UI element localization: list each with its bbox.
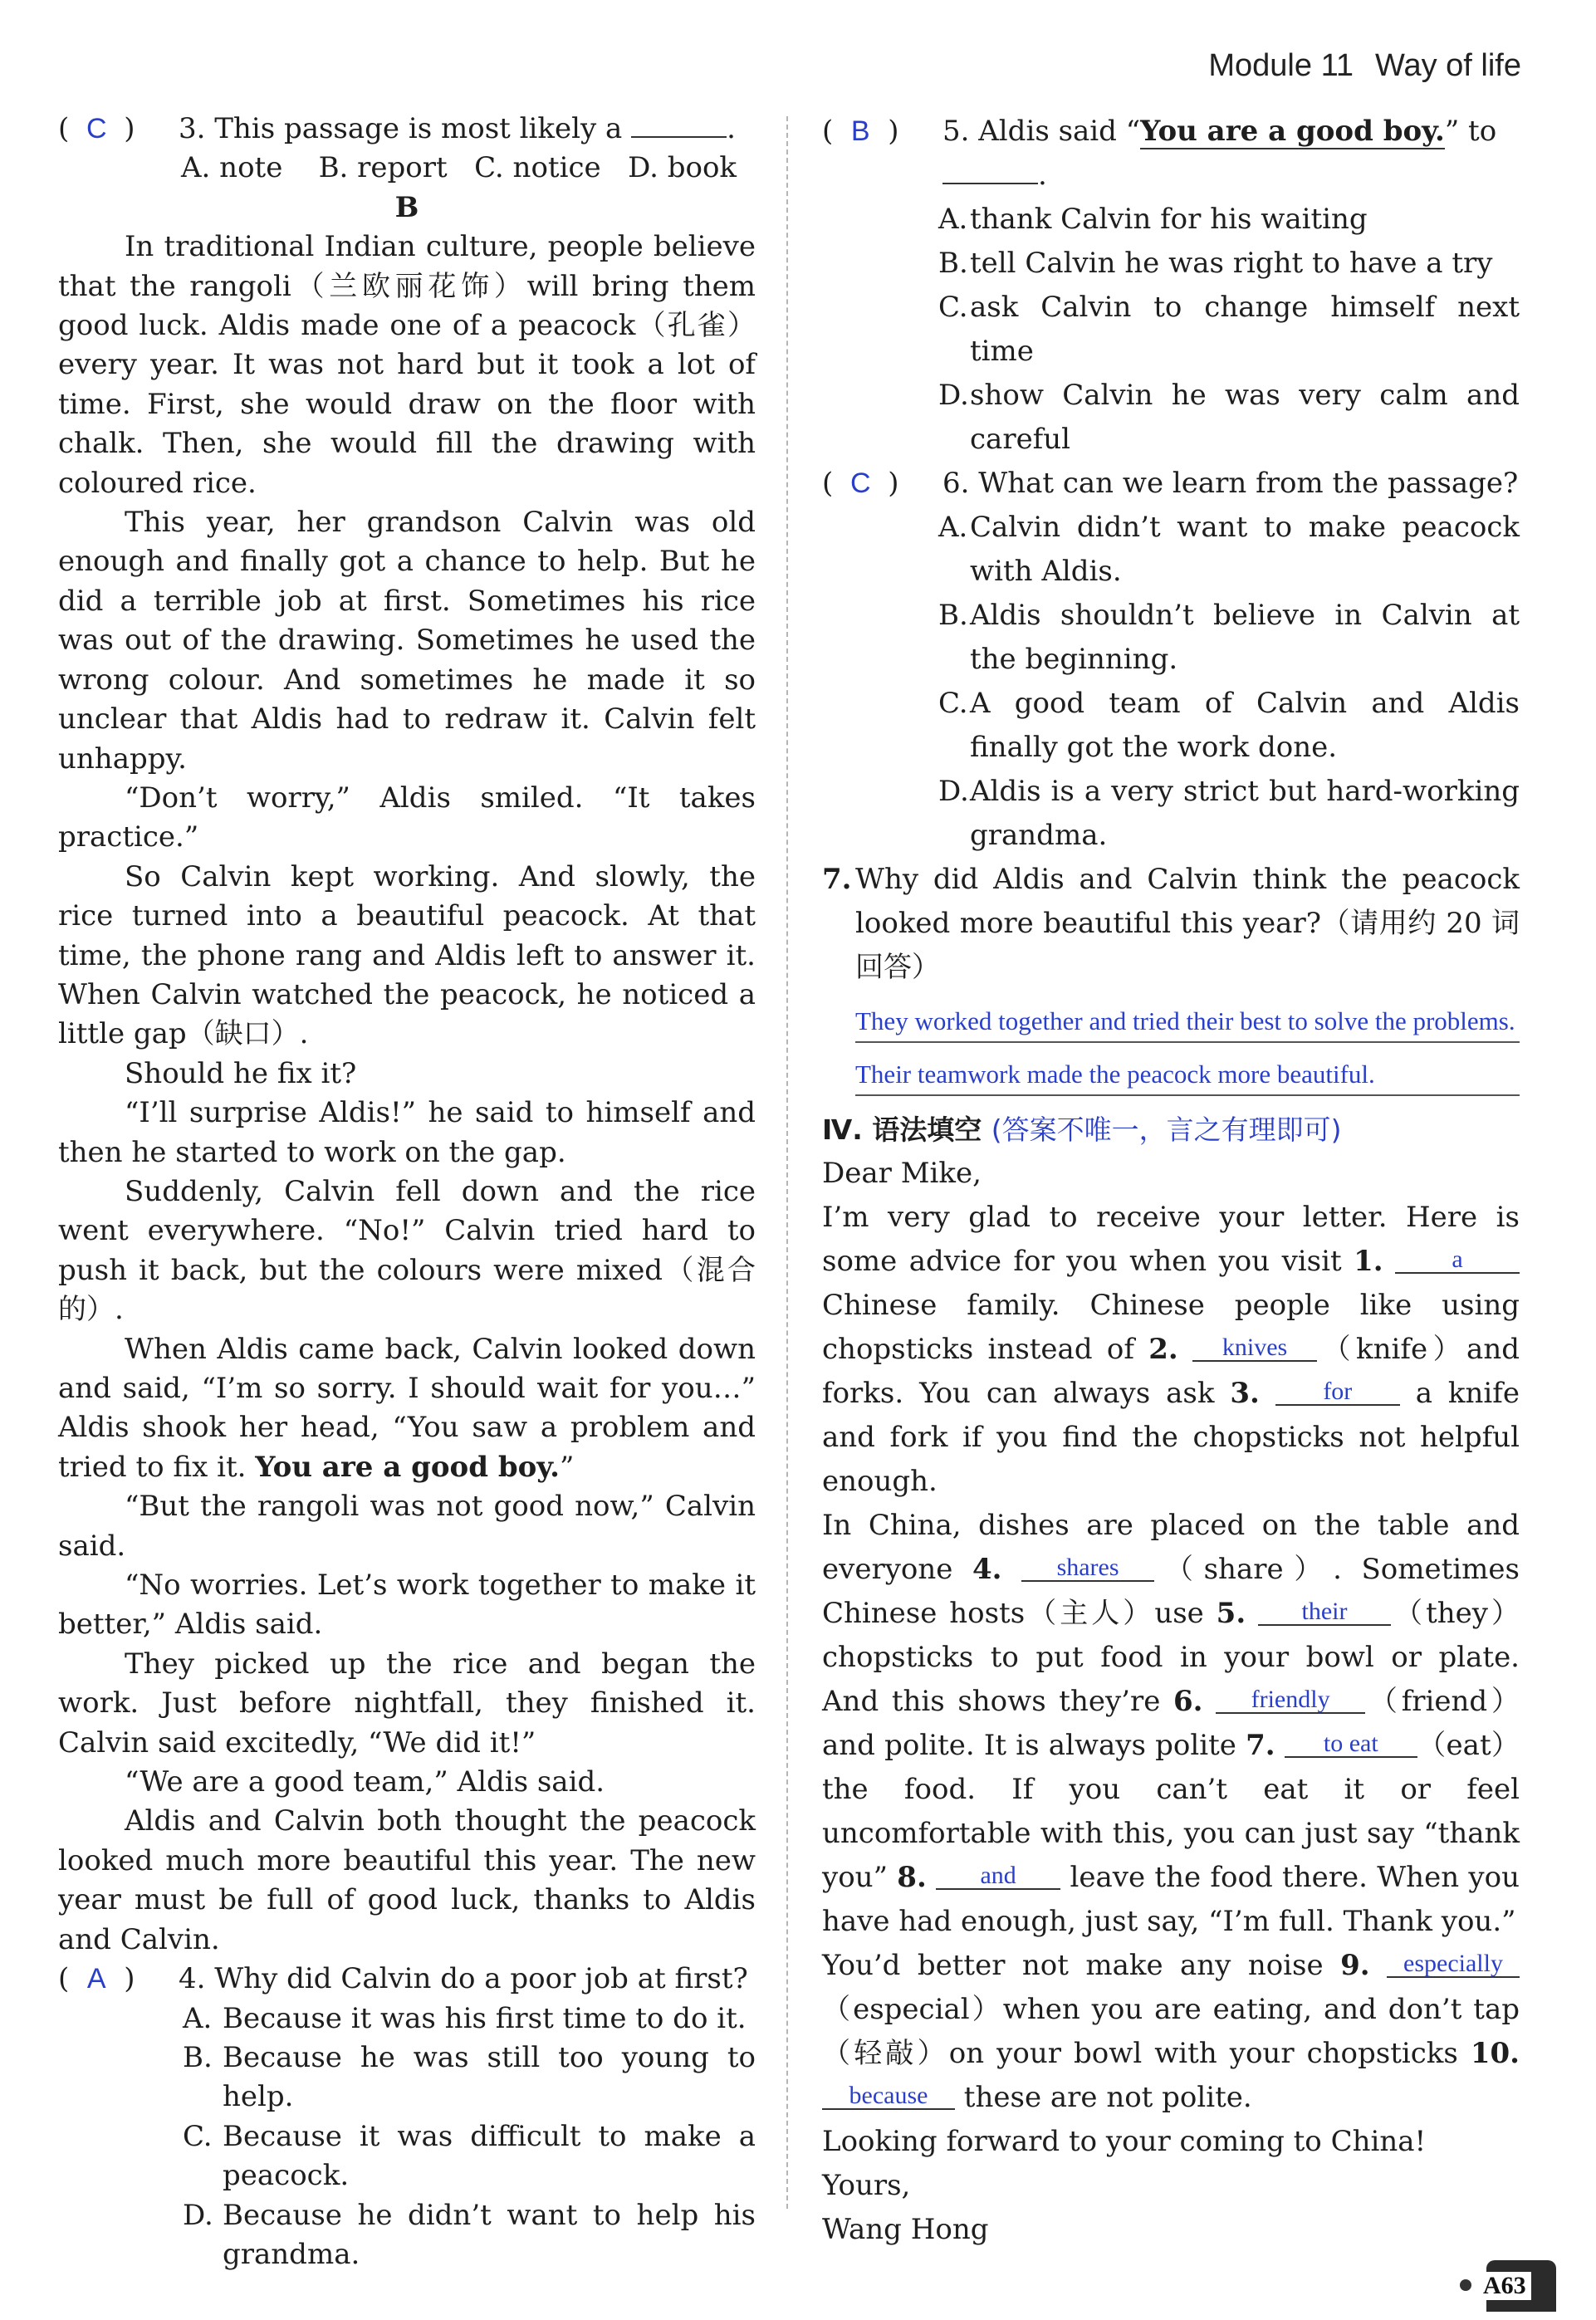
blank-7-answer: to eat (1285, 1731, 1417, 1758)
page-number: A63 (1478, 2272, 1531, 2300)
answer-6: C (849, 467, 871, 499)
option-b: B. Because he was still too young to help. (183, 2040, 756, 2114)
blank-9-answer: especially (1387, 1951, 1520, 1978)
passage-paragraph: Should he fix it? (125, 1056, 357, 1090)
question-4-text: 4. Why did Calvin do a poor job at first? (179, 1962, 748, 1996)
section-4-heading: Ⅳ. 语法填空 (答案不唯一，言之有理即可) (822, 1114, 1342, 1146)
section-b-label: B (394, 190, 419, 224)
letter-sign-off: Yours, (822, 2169, 911, 2202)
blank-3-answer: for (1275, 1379, 1400, 1406)
letter-paragraph-3: You’d better not make any noise 9. especially（especial）when you are eating, and don’t tap（轻敲）on your bowl with your chopsticks 10. because these are not polite. (822, 1949, 1520, 2114)
blank-2-answer: knives (1192, 1335, 1317, 1362)
question-7-text: Why did Aldis and Calvin think the peacock looked more beautiful this year?（请用约 20 词回答） (855, 863, 1520, 984)
answer-line-2: Their teamwork made the peacock more beautiful. (855, 1056, 1520, 1096)
option-d: D. show Calvin he was very calm and careful (938, 379, 1520, 456)
passage-paragraph: “But the rangoli was not good now,” Calvin said. (58, 1490, 756, 1563)
passage-paragraph: So Calvin kept working. And slowly, the rice turned into a beautiful peacock. At that time, the phone rang and Aldis left to answer it. When Calvin watched the peacock, he noticed a little gap（缺口）. (58, 859, 756, 1051)
passage-paragraph: “No worries. Let’s work together to make it better,” Aldis said. (58, 1569, 756, 1642)
left-column (58, 110, 756, 2274)
answer-blank (942, 158, 1038, 184)
blank-1-answer: a (1395, 1247, 1520, 1274)
passage-paragraph: “We are a good team,” Aldis said. (125, 1765, 605, 1799)
passage-paragraph: Suddenly, Calvin fell down and the rice went everywhere. “No!” Calvin tried hard to push it back, but the colours were mixed（混合的）. (58, 1174, 756, 1327)
answer-5: B (850, 115, 870, 147)
passage-paragraph: “Don’t worry,” Aldis smiled. “It takes practice.” (58, 781, 756, 854)
question-6-text: 6. What can we learn from the passage? (942, 467, 1519, 500)
passage-paragraph: Aldis and Calvin both thought the peacock looked much more beautiful this year. The new year must be full of good luck, thanks to Aldis and Calvin. (58, 1804, 756, 1956)
option-d: D. Aldis is a very strict but hard-working grandma. (938, 775, 1520, 852)
option-b: B. report (318, 151, 448, 185)
right-column (822, 110, 1520, 2252)
passage-paragraph: “I’ll surprise Aldis!” he said to himself and then he started to work on the gap. (58, 1096, 756, 1169)
option-a: A. Calvin didn’t want to make peacock with Aldis. (938, 511, 1520, 588)
blank-10-answer: because (822, 2083, 955, 2110)
option-b: B. Aldis shouldn’t believe in Calvin at the beginning. (938, 599, 1520, 676)
option-c: C. A good team of Calvin and Aldis finally got the work done. (938, 687, 1520, 764)
passage-paragraph: When Aldis came back, Calvin looked down and said, “I’m so sorry. I should wait for you…” Aldis shook her head, “You saw a problem and tried to fix it. You are a good boy.” (58, 1332, 756, 1484)
question-4: ( A ) 4. Why did Calvin do a poor job at first? (58, 1960, 756, 1999)
letter-paragraph-1: I’m very glad to receive your letter. Here is some advice for you when you visit 1. a Chinese family. Chinese people like using chopsticks instead of 2. knives （knife）and forks. You can always ask 3. for a knife and fork if you find the chopsticks not helpful enough. (822, 1201, 1520, 1498)
question-4-options (58, 1999, 756, 2275)
option-c: C. Because it was difficult to make a peacock. (183, 2119, 756, 2193)
letter-greeting: Dear Mike, (822, 1157, 982, 1190)
question-3-text: 3. This passage is most likely a (179, 112, 623, 145)
answer-4: A (86, 1963, 106, 1995)
option-a: A. Because it was his first time to do it. (183, 2001, 747, 2035)
option-b: B. tell Calvin he was right to have a try (938, 247, 1493, 280)
letter-closing: Looking forward to your coming to China! (822, 2125, 1427, 2158)
quoted-phrase: You are a good boy. (1140, 115, 1445, 148)
question-7: 7. Why did Aldis and Calvin think the peacock looked more beautiful this year?（请用约 20 词回答） (822, 863, 1520, 984)
answer-3: C (86, 113, 107, 144)
section-4-note: (答案不唯一，言之有理即可) (991, 1114, 1342, 1146)
blank-6-answer: friendly (1216, 1687, 1365, 1714)
question-3-options (58, 149, 756, 188)
question-6: ( C ) 6. What can we learn from the passage? (822, 462, 1520, 506)
page-number-tab (1483, 2260, 1556, 2312)
question-3: ( C ) 3. This passage is most likely a . (58, 110, 756, 149)
module-label: Module 11 (1208, 48, 1354, 83)
option-a: A. note (181, 151, 283, 185)
module-title: Way of life (1375, 48, 1521, 83)
letter-paragraph-2: In China, dishes are placed on the table and everyone 4. shares （share）. Sometimes Chinese hosts（主人）use 5. their （they）chopsticks to put food in your bowl or plate. And this shows they’re 6. friendly （friend）and polite. It is always polite 7. to eat （eat）the food. If you can’t eat it or feel uncomfortable with this, you can just say “thank you” 8. and leave the food there. When you have had enough, just say, “I’m full. Thank you.” (822, 1509, 1520, 1938)
option-a: A. thank Calvin for his waiting (938, 203, 1368, 236)
column-divider (786, 116, 788, 2209)
question-5: ( B ) 5. Aldis said “You are a good boy.” to . (822, 110, 1520, 198)
option-d: D. Because he didn’t want to help his grandma. (183, 2198, 756, 2271)
answer-blank (631, 111, 727, 138)
blank-5-answer: their (1258, 1599, 1391, 1626)
page-dot-icon (1460, 2279, 1471, 2291)
option-d: D. book (628, 151, 737, 185)
passage-paragraph: They picked up the rice and began the work. Just before nightfall, they finished it. Calvin said excitedly, “We did it!” (58, 1647, 756, 1760)
passage-paragraph: In traditional Indian culture, people believe that the rangoli（兰欧丽花饰）will bring them good luck. Aldis made one of a peacock（孔雀）every year. It was not hard but it took a lot of time. First, she would draw on the floor with chalk. Then, she would fill the drawing with coloured rice. (58, 230, 756, 500)
passage-paragraph: This year, her grandson Calvin was old enough and finally got a chance to help. But he did a terrible job at first. Sometimes his rice was out of the drawing. Sometimes he used the wrong colour. And sometimes he made it so unclear that Aldis had to redraw it. Calvin felt unhappy. (58, 506, 756, 776)
option-c: C. ask Calvin to change himself next time (938, 291, 1520, 368)
bold-phrase: You are a good boy. (255, 1450, 560, 1484)
answer-line-1: They worked together and tried their best to solve the problems. (855, 1003, 1520, 1043)
option-c: C. notice (474, 151, 601, 185)
page-header (1208, 48, 1521, 84)
letter-signature: Wang Hong (822, 2213, 989, 2246)
blank-8-answer: and (936, 1863, 1060, 1890)
blank-4-answer: shares (1021, 1555, 1154, 1582)
